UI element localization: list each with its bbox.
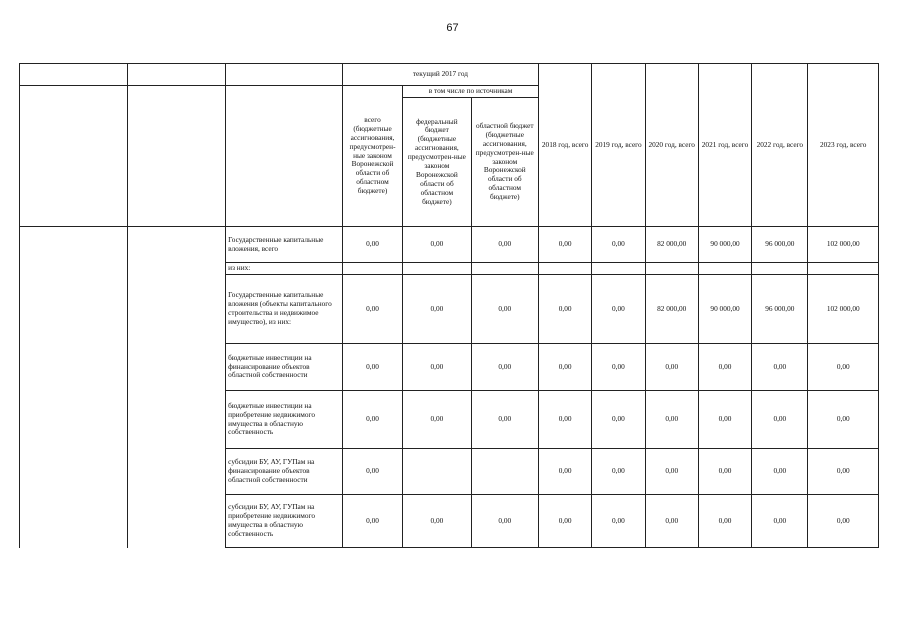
value-cell: 0,00 [592,391,645,449]
value-cell: 82 000,00 [645,275,698,344]
value-cell: 0,00 [471,344,538,391]
value-cell [645,263,698,275]
header-blank-2 [127,64,226,86]
page-number: 67 [446,22,459,34]
value-cell [403,449,471,495]
value-cell: 0,00 [808,495,879,548]
header-2022: 2022 год, всего [752,64,808,227]
value-cell: 0,00 [592,275,645,344]
row-label: из них: [226,263,343,275]
value-cell: 0,00 [698,344,751,391]
value-cell: 0,00 [698,391,751,449]
value-cell: 0,00 [808,449,879,495]
value-cell: 0,00 [471,495,538,548]
value-cell: 0,00 [342,275,402,344]
budget-table [19,63,879,548]
value-cell [808,263,879,275]
value-cell [592,263,645,275]
value-cell: 0,00 [403,227,471,263]
header-2021: 2021 год, всего [698,64,751,227]
value-cell [471,449,538,495]
value-cell: 0,00 [592,495,645,548]
value-cell: 0,00 [808,344,879,391]
row-label: Государственные капитальные вложения (объекты капитального строительства и недвижимое имущество), из них: [226,275,343,344]
header-blank-3 [226,64,343,86]
header-blank-5 [127,86,226,227]
value-cell: 0,00 [342,344,402,391]
value-cell: 0,00 [752,391,808,449]
value-cell: 0,00 [592,227,645,263]
budget-table-container [19,63,879,547]
header-2018: 2018 год, всего [538,64,591,227]
value-cell: 0,00 [538,495,591,548]
value-cell: 0,00 [645,449,698,495]
value-cell: 0,00 [538,344,591,391]
value-cell: 0,00 [698,449,751,495]
value-cell: 0,00 [471,391,538,449]
value-cell: 0,00 [403,495,471,548]
header-2020: 2020 год, всего [645,64,698,227]
value-cell: 0,00 [342,495,402,548]
value-cell: 0,00 [645,391,698,449]
value-cell: 0,00 [403,275,471,344]
value-cell: 0,00 [403,344,471,391]
value-cell: 0,00 [645,344,698,391]
value-cell: 102 000,00 [808,275,879,344]
header-total: всего (бюджетные ассигнования, предусмотрен-ные законом Воронежской области об областном бюджете) [342,86,402,227]
value-cell: 0,00 [538,449,591,495]
value-cell: 0,00 [752,495,808,548]
value-cell: 102 000,00 [808,227,879,263]
value-cell: 0,00 [342,391,402,449]
value-cell: 0,00 [403,391,471,449]
header-sources: в том числе по источникам [403,86,539,98]
header-2019: 2019 год, всего [592,64,645,227]
header-blank-6 [226,86,343,227]
header-blank-4 [20,86,128,227]
value-cell: 0,00 [592,344,645,391]
value-cell: 0,00 [752,449,808,495]
value-cell: 96 000,00 [752,275,808,344]
value-cell: 0,00 [471,275,538,344]
value-cell [342,263,402,275]
value-cell: 82 000,00 [645,227,698,263]
value-cell [471,263,538,275]
header-current-year: текущий 2017 год [342,64,538,86]
value-cell: 0,00 [538,275,591,344]
value-cell: 0,00 [808,391,879,449]
header-blank-1 [20,64,128,86]
blank-cell [127,227,226,548]
header-federal: федеральный бюджет (бюджетные ассигнования, предусмотрен-ные законом Воронежской области об областном бюджете) [403,98,471,227]
value-cell: 0,00 [645,495,698,548]
value-cell: 0,00 [538,227,591,263]
value-cell: 0,00 [342,449,402,495]
value-cell: 0,00 [538,391,591,449]
value-cell: 0,00 [592,449,645,495]
row-label: бюджетные инвестиции на финансирование объектов областной собственности [226,344,343,391]
header-2023: 2023 год, всего [808,64,879,227]
value-cell [538,263,591,275]
value-cell: 0,00 [471,227,538,263]
header-regional: областной бюджет (бюджетные ассигнования, предусмотрен-ные законом Воронежской области об областном бюджете) [471,98,538,227]
blank-cell [20,227,128,548]
value-cell: 96 000,00 [752,227,808,263]
value-cell: 0,00 [698,495,751,548]
value-cell [698,263,751,275]
value-cell [752,263,808,275]
row-label: субсидии БУ, АУ, ГУПам на финансирование объектов областной собственности [226,449,343,495]
table-row [20,227,879,263]
value-cell: 90 000,00 [698,275,751,344]
value-cell: 90 000,00 [698,227,751,263]
header-row-1 [20,64,879,86]
value-cell: 0,00 [342,227,402,263]
value-cell: 0,00 [752,344,808,391]
row-label: Государственные капитальные вложения, всего [226,227,343,263]
value-cell [403,263,471,275]
row-label: бюджетные инвестиции на приобретение недвижимого имущества в областную собственность [226,391,343,449]
row-label: субсидии БУ, АУ, ГУПам на приобретение недвижимого имущества в областную собственность [226,495,343,548]
